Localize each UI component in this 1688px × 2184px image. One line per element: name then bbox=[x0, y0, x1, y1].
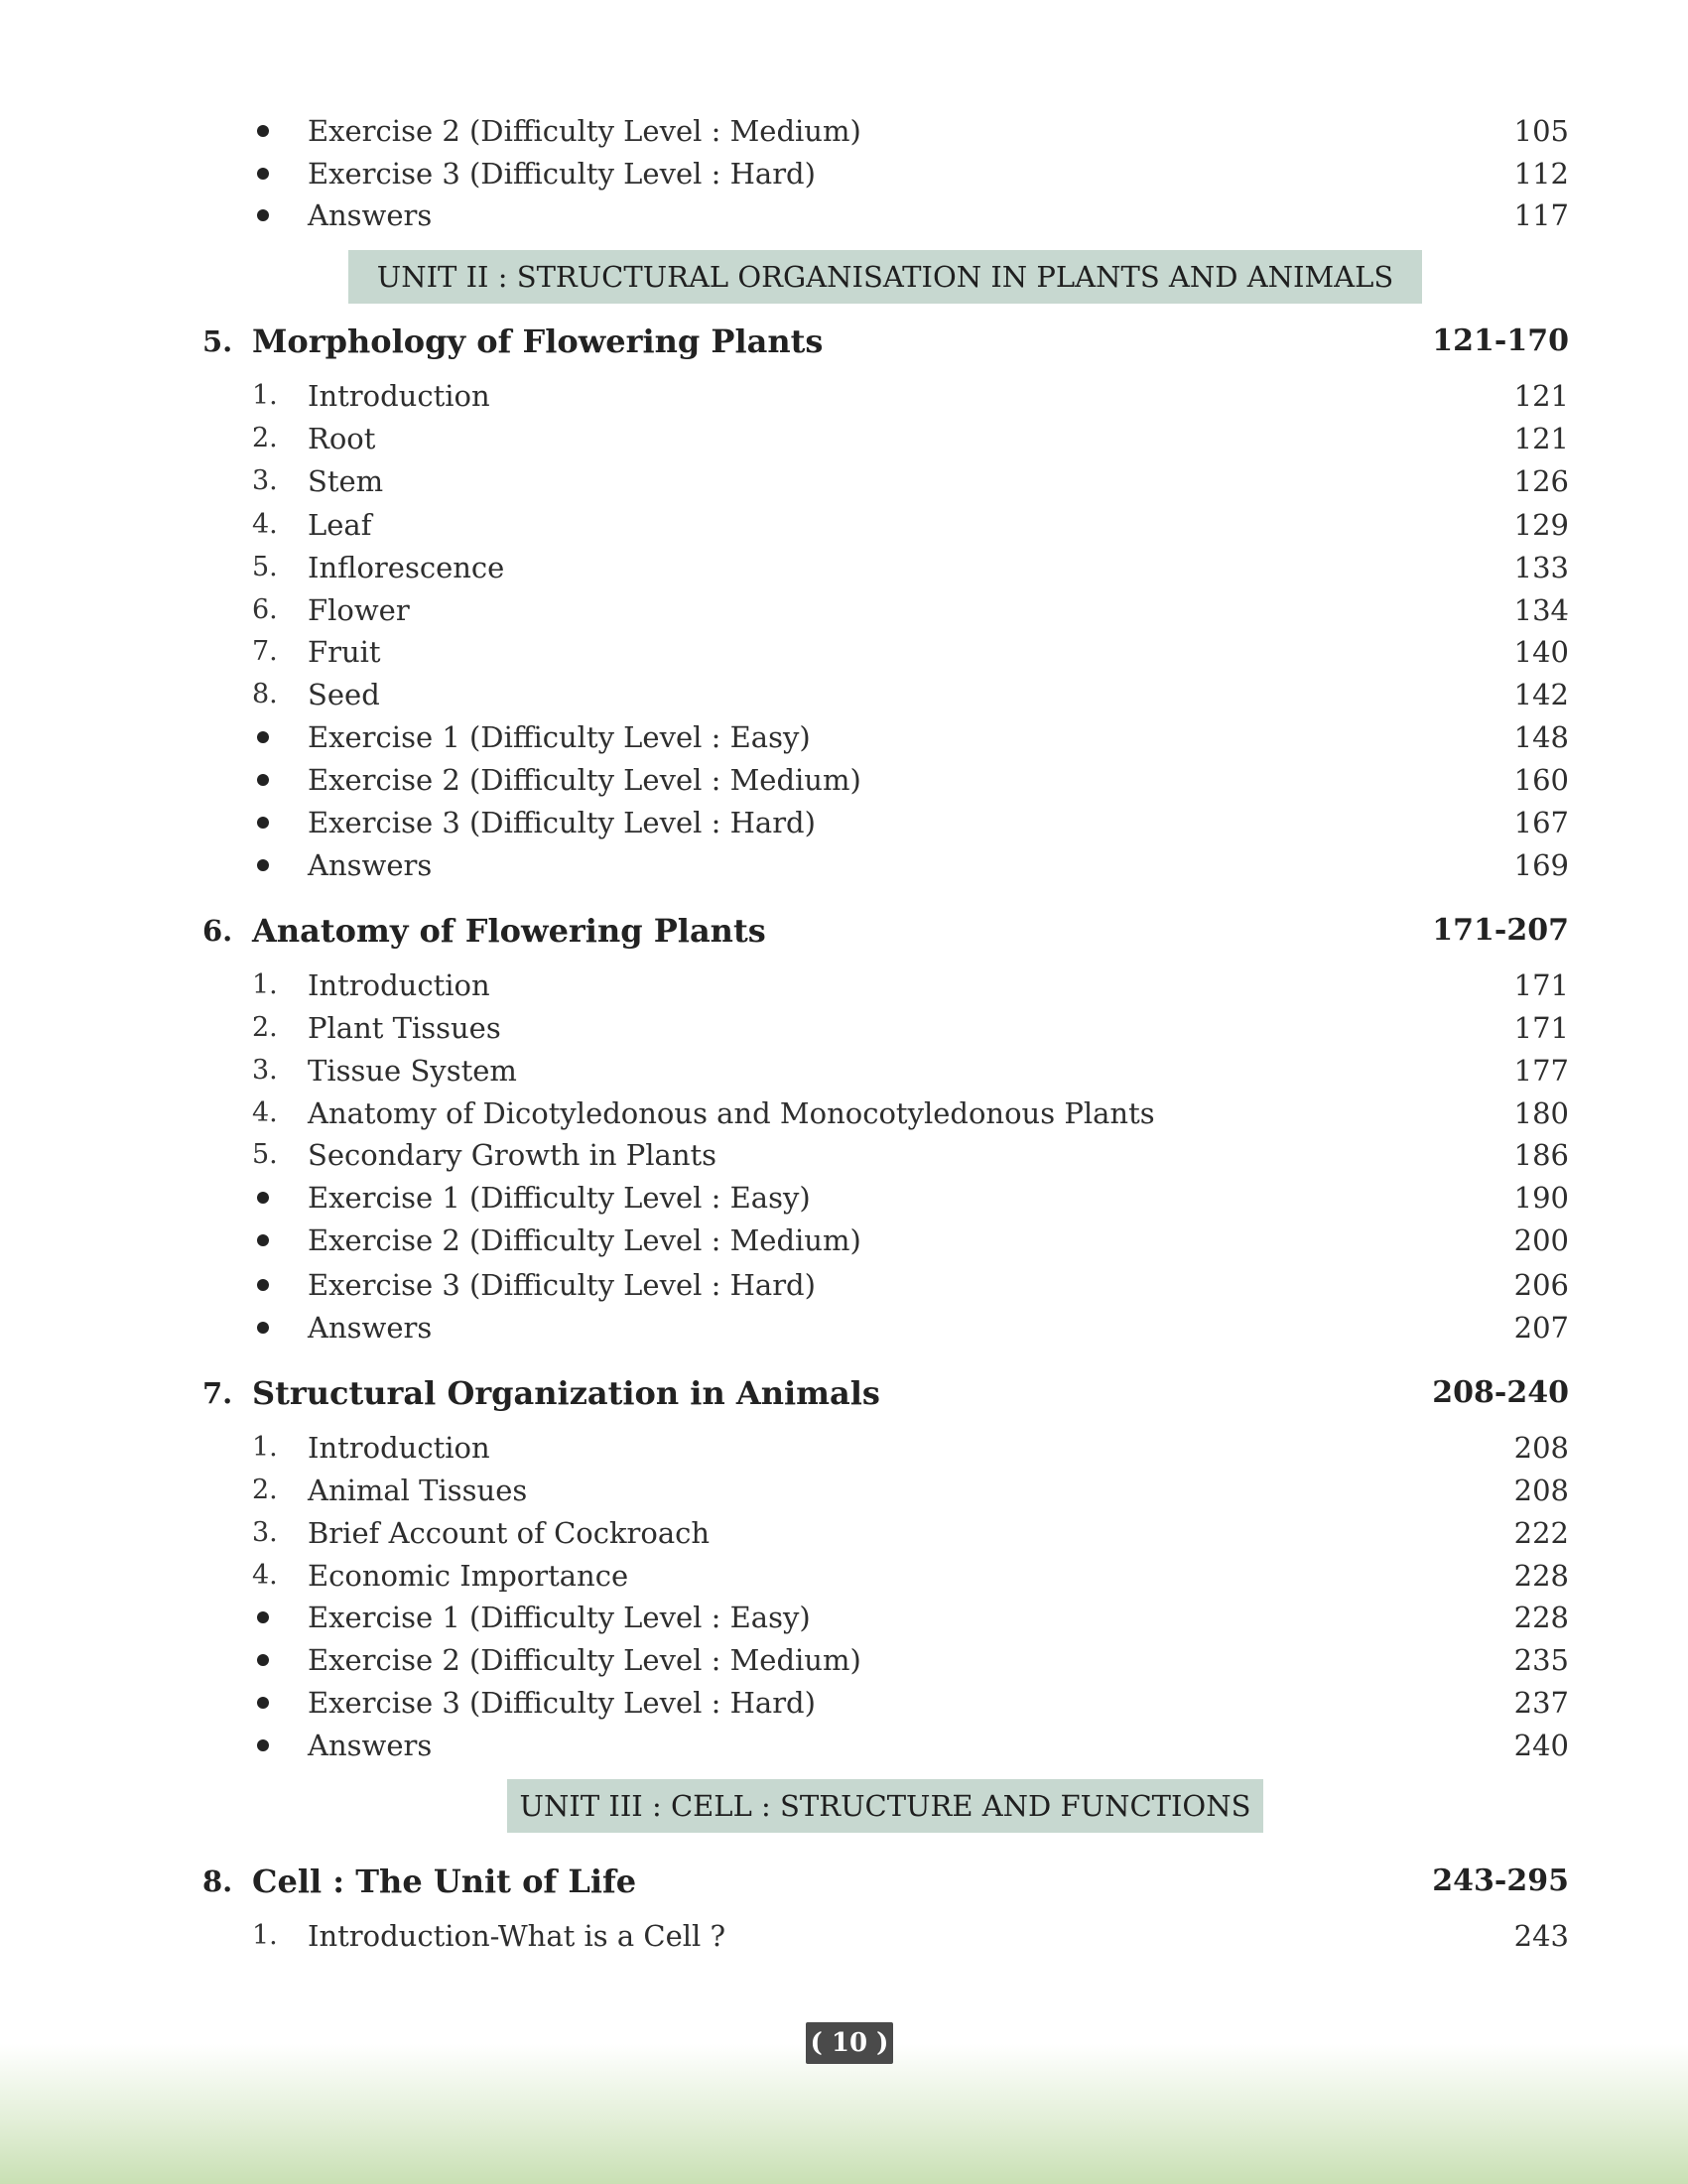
entry-number: 5. bbox=[252, 552, 278, 582]
bullet-icon bbox=[257, 1697, 269, 1709]
entry-page: 206 bbox=[1513, 1268, 1569, 1302]
toc-entry bbox=[0, 1513, 1688, 1553]
entry-page: 126 bbox=[1513, 464, 1569, 498]
entry-page: 129 bbox=[1513, 508, 1569, 542]
toc-entry bbox=[0, 1471, 1688, 1510]
entry-title: Exercise 3 (Difficulty Level : Hard) bbox=[308, 1686, 816, 1720]
toc-entry bbox=[0, 1265, 1688, 1305]
entry-title: Plant Tissues bbox=[308, 1011, 501, 1045]
chapter-page-range: 121-170 bbox=[1432, 323, 1569, 358]
entry-title: Introduction-What is a Cell ? bbox=[308, 1919, 726, 1953]
entry-page: 121 bbox=[1513, 422, 1569, 455]
entry-page: 142 bbox=[1513, 678, 1569, 711]
chapter-page-range: 243-295 bbox=[1432, 1863, 1569, 1898]
toc-entry bbox=[0, 1135, 1688, 1175]
entry-title: Answers bbox=[308, 198, 433, 232]
entry-number: 8. bbox=[252, 679, 278, 709]
entry-title: Tissue System bbox=[308, 1054, 517, 1088]
entry-number: 4. bbox=[252, 1097, 278, 1128]
entry-page: 117 bbox=[1513, 198, 1569, 232]
chapter-heading bbox=[0, 1860, 1688, 1903]
entry-number: 1. bbox=[252, 969, 278, 1000]
entry-title: Brief Account of Cockroach bbox=[308, 1516, 711, 1550]
entry-title: Answers bbox=[308, 1729, 433, 1762]
entry-title: Answers bbox=[308, 848, 433, 882]
entry-number: 1. bbox=[252, 380, 278, 411]
toc-entry bbox=[0, 632, 1688, 672]
toc-entry bbox=[0, 845, 1688, 885]
entry-number: 4. bbox=[252, 509, 278, 540]
entry-number: 3. bbox=[252, 465, 278, 496]
entry-page: 207 bbox=[1513, 1311, 1569, 1345]
toc-entry bbox=[0, 590, 1688, 630]
entry-page: 121 bbox=[1513, 379, 1569, 413]
entry-page: 235 bbox=[1513, 1643, 1569, 1677]
toc-entry bbox=[0, 1051, 1688, 1091]
bullet-icon bbox=[257, 168, 269, 180]
bullet-icon bbox=[257, 125, 269, 137]
entry-title: Introduction bbox=[308, 968, 490, 1002]
entry-number: 4. bbox=[252, 1560, 278, 1591]
chapter-heading bbox=[0, 320, 1688, 363]
entry-page: 133 bbox=[1513, 551, 1569, 584]
chapter-number: 7. bbox=[202, 1376, 233, 1410]
bullet-icon bbox=[257, 209, 269, 221]
toc-entry bbox=[0, 505, 1688, 545]
entry-title: Exercise 1 (Difficulty Level : Easy) bbox=[308, 1601, 811, 1634]
toc-entry bbox=[0, 1008, 1688, 1048]
chapter-title: Structural Organization in Animals bbox=[252, 1374, 880, 1412]
bullet-icon bbox=[257, 1234, 269, 1246]
entry-title: Exercise 2 (Difficulty Level : Medium) bbox=[308, 114, 861, 148]
entry-number: 1. bbox=[252, 1920, 278, 1951]
toc-entry bbox=[0, 1093, 1688, 1133]
chapter-heading bbox=[0, 909, 1688, 953]
entry-page: 208 bbox=[1513, 1431, 1569, 1465]
chapter-number: 8. bbox=[202, 1864, 233, 1898]
bullet-icon bbox=[257, 1739, 269, 1751]
entry-title: Root bbox=[308, 422, 376, 455]
toc-entry bbox=[0, 195, 1688, 235]
entry-title: Exercise 1 (Difficulty Level : Easy) bbox=[308, 1181, 811, 1215]
entry-title: Exercise 3 (Difficulty Level : Hard) bbox=[308, 157, 816, 191]
entry-page: 228 bbox=[1513, 1601, 1569, 1634]
entry-page: 240 bbox=[1513, 1729, 1569, 1762]
unit-banner: UNIT II : STRUCTURAL ORGANISATION IN PLANTS AND ANIMALS bbox=[348, 250, 1422, 304]
entry-title: Introduction bbox=[308, 379, 490, 413]
toc-entry bbox=[0, 965, 1688, 1005]
chapter-title: Anatomy of Flowering Plants bbox=[252, 912, 766, 950]
bullet-icon bbox=[257, 774, 269, 786]
toc-entry bbox=[0, 803, 1688, 842]
entry-number: 3. bbox=[252, 1055, 278, 1086]
toc-entry bbox=[0, 675, 1688, 714]
entry-title: Fruit bbox=[308, 635, 381, 669]
entry-title: Anatomy of Dicotyledonous and Monocotyledonous Plants bbox=[308, 1096, 1155, 1130]
footer-gradient-band bbox=[0, 2044, 1688, 2184]
chapter-heading bbox=[0, 1371, 1688, 1415]
toc-entry bbox=[0, 717, 1688, 757]
page-number: ( 10 ) bbox=[806, 2022, 893, 2064]
chapter-title: Cell : The Unit of Life bbox=[252, 1863, 637, 1900]
toc-entry bbox=[0, 1220, 1688, 1260]
entry-page: 160 bbox=[1513, 763, 1569, 797]
toc-entry bbox=[0, 1178, 1688, 1218]
bullet-icon bbox=[257, 1192, 269, 1204]
entry-page: 171 bbox=[1513, 1011, 1569, 1045]
entry-title: Animal Tissues bbox=[308, 1474, 528, 1507]
chapter-number: 5. bbox=[202, 324, 233, 358]
entry-title: Exercise 1 (Difficulty Level : Easy) bbox=[308, 720, 811, 754]
entry-page: 186 bbox=[1513, 1138, 1569, 1172]
entry-title: Flower bbox=[308, 593, 410, 627]
entry-title: Inflorescence bbox=[308, 551, 505, 584]
entry-number: 2. bbox=[252, 1475, 278, 1505]
entry-title: Exercise 2 (Difficulty Level : Medium) bbox=[308, 1223, 861, 1257]
bullet-icon bbox=[257, 817, 269, 829]
chapter-number: 6. bbox=[202, 914, 233, 948]
entry-page: 148 bbox=[1513, 720, 1569, 754]
entry-title: Exercise 3 (Difficulty Level : Hard) bbox=[308, 806, 816, 839]
toc-entry bbox=[0, 461, 1688, 501]
chapter-page-range: 208-240 bbox=[1432, 1375, 1569, 1410]
chapter-title: Morphology of Flowering Plants bbox=[252, 322, 824, 360]
entry-title: Economic Importance bbox=[308, 1559, 629, 1593]
entry-title: Secondary Growth in Plants bbox=[308, 1138, 717, 1172]
bullet-icon bbox=[257, 1611, 269, 1623]
entry-number: 7. bbox=[252, 636, 278, 667]
bullet-icon bbox=[257, 1279, 269, 1291]
chapter-page-range: 171-207 bbox=[1432, 913, 1569, 948]
toc-entry bbox=[0, 1598, 1688, 1637]
entry-page: 105 bbox=[1513, 114, 1569, 148]
toc-entry bbox=[0, 1556, 1688, 1596]
toc-entry bbox=[0, 1916, 1688, 1956]
entry-page: 140 bbox=[1513, 635, 1569, 669]
entry-title: Answers bbox=[308, 1311, 433, 1345]
entry-number: 2. bbox=[252, 423, 278, 453]
bullet-icon bbox=[257, 731, 269, 743]
entry-title: Exercise 2 (Difficulty Level : Medium) bbox=[308, 1643, 861, 1677]
bullet-icon bbox=[257, 1322, 269, 1334]
toc-entry bbox=[0, 376, 1688, 416]
entry-page: 134 bbox=[1513, 593, 1569, 627]
entry-page: 171 bbox=[1513, 968, 1569, 1002]
entry-title: Leaf bbox=[308, 508, 372, 542]
entry-title: Seed bbox=[308, 678, 380, 711]
bullet-icon bbox=[257, 1654, 269, 1666]
entry-page: 237 bbox=[1513, 1686, 1569, 1720]
bullet-icon bbox=[257, 859, 269, 871]
toc-entry bbox=[0, 1640, 1688, 1680]
toc-entry bbox=[0, 760, 1688, 800]
entry-page: 180 bbox=[1513, 1096, 1569, 1130]
entry-title: Introduction bbox=[308, 1431, 490, 1465]
entry-number: 6. bbox=[252, 594, 278, 625]
entry-page: 190 bbox=[1513, 1181, 1569, 1215]
toc-entry bbox=[0, 1428, 1688, 1468]
entry-page: 169 bbox=[1513, 848, 1569, 882]
toc-entry bbox=[0, 1683, 1688, 1723]
toc-entry bbox=[0, 1308, 1688, 1348]
entry-number: 3. bbox=[252, 1517, 278, 1548]
entry-page: 167 bbox=[1513, 806, 1569, 839]
entry-title: Stem bbox=[308, 464, 384, 498]
toc-entry bbox=[0, 1726, 1688, 1765]
unit-banner: UNIT III : CELL : STRUCTURE AND FUNCTIONS bbox=[507, 1779, 1263, 1833]
entry-page: 222 bbox=[1513, 1516, 1569, 1550]
entry-number: 2. bbox=[252, 1012, 278, 1043]
entry-title: Exercise 2 (Difficulty Level : Medium) bbox=[308, 763, 861, 797]
entry-page: 177 bbox=[1513, 1054, 1569, 1088]
entry-number: 5. bbox=[252, 1139, 278, 1170]
toc-entry bbox=[0, 419, 1688, 458]
toc-entry bbox=[0, 154, 1688, 193]
entry-page: 228 bbox=[1513, 1559, 1569, 1593]
entry-number: 1. bbox=[252, 1432, 278, 1463]
toc-entry bbox=[0, 111, 1688, 151]
entry-page: 243 bbox=[1513, 1919, 1569, 1953]
entry-page: 200 bbox=[1513, 1223, 1569, 1257]
toc-entry bbox=[0, 548, 1688, 587]
entry-title: Exercise 3 (Difficulty Level : Hard) bbox=[308, 1268, 816, 1302]
entry-page: 112 bbox=[1513, 157, 1569, 191]
entry-page: 208 bbox=[1513, 1474, 1569, 1507]
